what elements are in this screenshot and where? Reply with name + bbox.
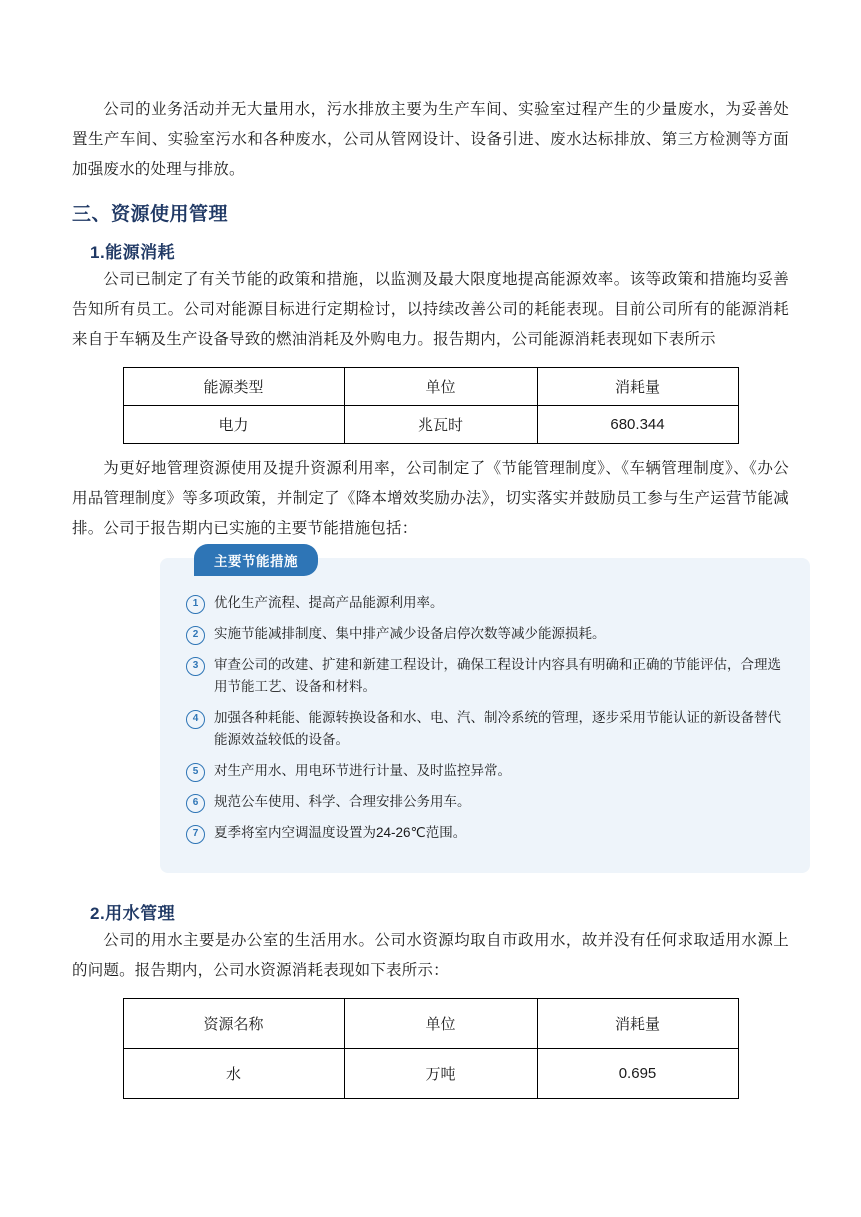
list-number-icon: 1 xyxy=(186,595,205,614)
energy-paragraph-text: 公司已制定了有关节能的政策和措施，以监测及最大限度地提高能源效率。该等政策和措施均妥善告知所有员工。公司对能源目标进行定期检讨，以持续改善公司的耗能表现。目前公司所有的能源消耗来自于车辆及生产设备导致的燃油消耗及外购电力。报告期内，公司能源消耗表现如下表所示 xyxy=(72,271,789,348)
subsection-heading-energy: 1.能源消耗 xyxy=(90,243,176,262)
list-item-text: 对生产用水、用电环节进行计量、及时监控异常。 xyxy=(214,763,511,778)
water-consumption-table xyxy=(123,998,739,1099)
table-header-cell: 消耗量 xyxy=(537,368,738,406)
table-cell: 万吨 xyxy=(344,1049,537,1099)
list-item xyxy=(186,592,784,614)
table-row xyxy=(123,1049,738,1099)
list-item xyxy=(186,623,784,645)
table-header-cell: 单位 xyxy=(344,999,537,1049)
list-item-text: 加强各种耗能、能源转换设备和水、电、汽、制冷系统的管理，逐步采用节能认证的新设备替代能源效益较低的设备。 xyxy=(214,710,781,747)
energy-measures-box xyxy=(160,554,810,873)
list-number-icon: 4 xyxy=(186,710,205,729)
list-item-text: 审查公司的改建、扩建和新建工程设计，确保工程设计内容具有明确和正确的节能评估，合理选用节能工艺、设备和材料。 xyxy=(214,657,781,694)
energy-policy-paragraph-text: 为更好地管理资源使用及提升资源利用率，公司制定了《节能管理制度》、《车辆管理制度》、《办公用品管理制度》等多项政策，并制定了《降本增效奖励办法》，切实落实并鼓励员工参与生产运营节能减排。公司于报告期内已实施的主要节能措施包括： xyxy=(72,460,789,537)
list-item xyxy=(186,654,784,698)
list-item xyxy=(186,760,784,782)
section-heading: 三、资源使用管理 xyxy=(72,204,229,225)
measures-tag-label: 主要节能措施 xyxy=(194,544,318,576)
water-paragraph-text: 公司的用水主要是办公室的生活用水。公司水资源均取自市政用水，故并没有任何求取适用水源上的问题。报告期内，公司水资源消耗表现如下表所示： xyxy=(72,932,789,979)
list-number-icon: 3 xyxy=(186,657,205,676)
list-item-text: 夏季将室内空调温度设置为24-26℃范围。 xyxy=(214,825,467,840)
list-item xyxy=(186,707,784,751)
table-cell: 0.695 xyxy=(537,1049,738,1099)
intro-paragraph xyxy=(72,95,789,185)
table-header-cell: 能源类型 xyxy=(123,368,344,406)
table-cell: 兆瓦时 xyxy=(344,406,537,444)
list-number-icon: 2 xyxy=(186,626,205,645)
table-row xyxy=(123,406,738,444)
energy-policy-paragraph xyxy=(72,454,789,544)
table-header-cell: 消耗量 xyxy=(537,999,738,1049)
energy-consumption-table xyxy=(123,367,739,444)
table-header-row xyxy=(123,999,738,1049)
list-number-icon: 5 xyxy=(186,763,205,782)
measures-list xyxy=(186,592,784,844)
list-item xyxy=(186,791,784,813)
table-header-cell: 资源名称 xyxy=(123,999,344,1049)
subsection-heading-water: 2.用水管理 xyxy=(90,904,176,923)
list-item-text: 优化生产流程、提高产品能源利用率。 xyxy=(214,595,444,610)
energy-paragraph xyxy=(72,265,789,355)
list-number-icon: 6 xyxy=(186,794,205,813)
table-cell: 电力 xyxy=(123,406,344,444)
list-number-icon: 7 xyxy=(186,825,205,844)
table-cell: 水 xyxy=(123,1049,344,1099)
list-item xyxy=(186,822,784,844)
list-item-text: 实施节能减排制度、集中排产减少设备启停次数等减少能源损耗。 xyxy=(214,626,606,641)
table-header-cell: 单位 xyxy=(344,368,537,406)
table-header-row xyxy=(123,368,738,406)
intro-paragraph-text: 公司的业务活动并无大量用水，污水排放主要为生产车间、实验室过程产生的少量废水，为妥善处置生产车间、实验室污水和各种废水，公司从管网设计、设备引进、废水达标排放、第三方检测等方面加强废水的处理与排放。 xyxy=(72,101,789,178)
table-cell: 680.344 xyxy=(537,406,738,444)
list-item-text: 规范公车使用、科学、合理安排公务用车。 xyxy=(214,794,471,809)
water-paragraph xyxy=(72,926,789,986)
